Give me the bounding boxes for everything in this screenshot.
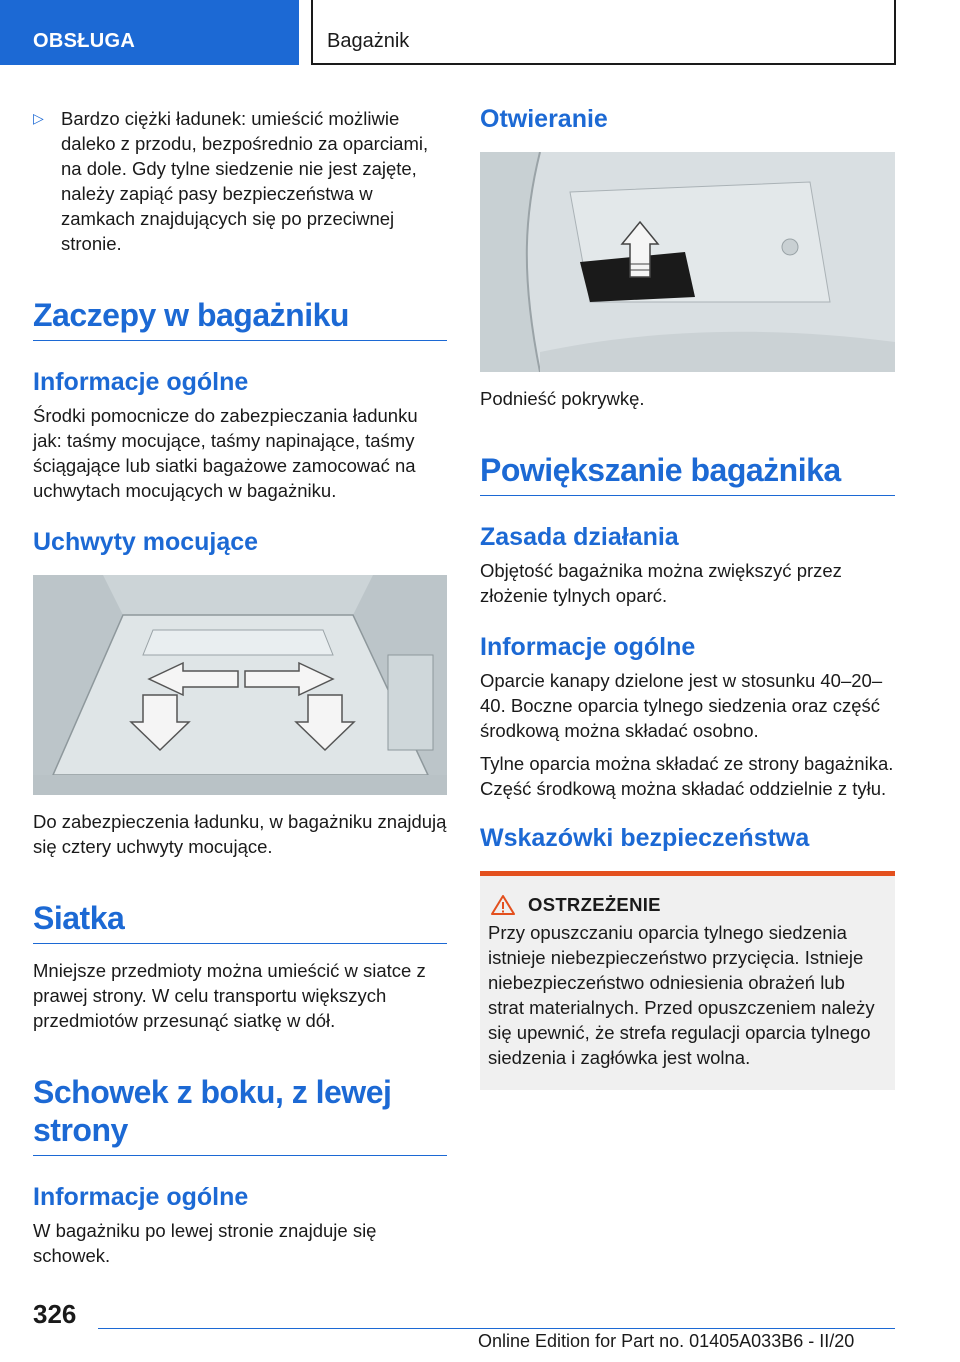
- heading-lashing: Zaczepy w bagażniku: [33, 296, 447, 341]
- paragraph-general-info-1: Środki pomocnicze do zabezpieczania ładunku jak: taśmy mocujące, taśmy napinające, taśmy ściągające lub siatki bagażowe zamocować na uchwytach mocujących w bagażniku.: [33, 405, 418, 501]
- warning-text: Przy opuszczaniu oparcia tylnego siedzenia istnieje niebezpieczeństwo przycięcia. Istnieje niebezpieczeństwo odniesienia obrażeń lub strat materialnych. Przed opuszczeniem należy się upewnić, że strefa regulacji oparcia tylnego siedzenia i zagłówka jest wolna.: [488, 922, 875, 1068]
- trunk-illustration: [33, 575, 447, 795]
- heading-general-info-3: Informacje ogólne: [480, 633, 696, 661]
- heading-side-storage: Schowek z boku, z lewej strony: [33, 1073, 447, 1156]
- trunk-lashing-eyes-image: [33, 575, 447, 795]
- left-column: [33, 100, 447, 1268]
- heading-safety-notes: Wskazówki bezpieczeństwa: [480, 824, 810, 852]
- paragraph-opening: Podnieść pokrywkę.: [480, 388, 645, 409]
- paragraph-general-info-2: W bagażniku po lewej stronie znajduje się schowek.: [33, 1220, 377, 1266]
- footer-divider: [98, 1328, 895, 1329]
- storage-cover-image: [480, 152, 895, 372]
- warning-box: [480, 871, 895, 1090]
- page-number: 326: [33, 1299, 77, 1329]
- warning-triangle-icon: [490, 894, 516, 916]
- header-section-label: OBSŁUGA: [33, 30, 136, 52]
- warning-title: OSTRZEŻENIE: [528, 894, 661, 915]
- paragraph-principle: Objętość bagażnika można zwiększyć przez złożenie tylnych oparć.: [480, 560, 842, 606]
- list-item: [33, 106, 447, 256]
- paragraph-net: Mniejsze przedmioty można umieścić w siatce z prawej strony. W celu transportu większych przedmiotów przesunąć siatkę w dół.: [33, 960, 426, 1031]
- warning-header: [488, 894, 885, 916]
- header-chapter-tab: [311, 0, 896, 65]
- header-section-tab: [0, 0, 299, 65]
- heading-general-info-1: Informacje ogólne: [33, 368, 249, 396]
- heading-general-info-2: Informacje ogólne: [33, 1183, 249, 1211]
- heading-principle: Zasada działania: [480, 523, 679, 551]
- bullet-triangle-icon: ▷: [33, 110, 44, 126]
- storage-illustration: [480, 152, 895, 372]
- heading-opening: Otwieranie: [480, 105, 608, 133]
- paragraph-general-info-3b: Tylne oparcia można składać ze strony bagażnika. Część środkową można składać oddzielnie z tyłu.: [480, 753, 894, 799]
- bullet-text: Bardzo ciężki ładunek: umieścić możliwie daleko z przodu, bezpośrednio za oparciami, na dole. Gdy tylne siedzenie nie jest zajęte, należy zapiąć pasy bezpieczeństwa w zamkach znajdujących się po przeciwnej stronie.: [61, 108, 429, 254]
- paragraph-lashing-eyes: Do zabezpieczenia ładunku, w bagażniku znajdują się cztery uchwyty mocujące.: [33, 811, 447, 857]
- heading-net: Siatka: [33, 899, 447, 944]
- heading-lashing-eyes: Uchwyty mocujące: [33, 528, 259, 556]
- header-chapter-label: Bagażnik: [327, 30, 410, 52]
- footer-edition: Online Edition for Part no. 01405A033B6 - II/20: [478, 1331, 855, 1351]
- paragraph-general-info-3a: Oparcie kanapy dzielone jest w stosunku 40–20–40. Boczne oparcia tylnego siedzenia oraz część środkową można składać osobno.: [480, 670, 883, 741]
- heading-expand-trunk: Powiększanie bagażnika: [480, 451, 895, 496]
- right-column: [480, 100, 895, 1090]
